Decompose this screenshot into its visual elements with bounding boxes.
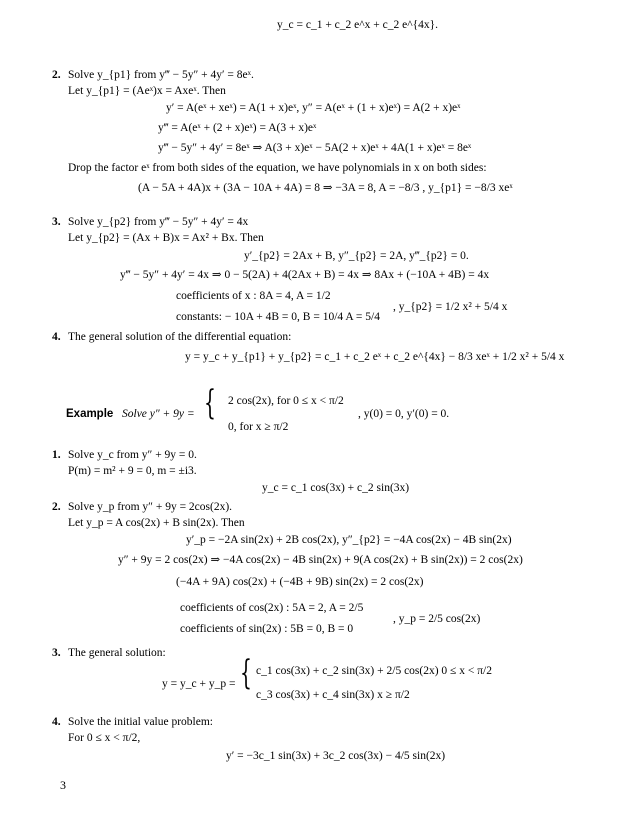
initial-conditions: , y(0) = 0, y′(0) = 0. — [358, 408, 450, 420]
equation: y″ + 9y = 2 cos(2x) ⇒ −4A cos(2x) − 4B sin(2x) + 9(A cos(2x) + B sin(2x)) = 2 cos(2x) — [118, 554, 523, 566]
equation: y′_p = −2A sin(2x) + 2B cos(2x), y″_{p2} = −4A cos(2x) − 4B sin(2x) — [186, 534, 512, 546]
step-number: 3. — [52, 647, 61, 659]
equation: y‴ = A(eˣ + (2 + x)eˣ) = A(3 + x)eˣ — [158, 122, 317, 134]
step-title: The general solution of the differential equation: — [68, 331, 292, 343]
step-number: 1. — [52, 449, 61, 461]
piecewise-case: c_3 cos(3x) + c_4 sin(3x) x ≥ π/2 — [256, 689, 410, 701]
equation: y_c = c_1 cos(3x) + c_2 sin(3x) — [262, 482, 410, 494]
equation: , y_p = 2/5 cos(2x) — [393, 613, 481, 625]
equation: y = y_c + y_{p1} + y_{p2} = c_1 + c_2 eˣ + c_2 e^{4x} − 8/3 xeˣ + 1/2 x² + 5/4 x — [185, 351, 565, 363]
example-prompt: Solve y″ + 9y = — [122, 408, 195, 420]
yc-definition: y_c = c_1 + c_2 e^x + c_2 e^{4x}. — [277, 19, 439, 31]
step-number: 4. — [52, 716, 61, 728]
left-brace: { — [204, 383, 216, 423]
step-text: Let y_{p1} = (Aeˣ)x = Axeˣ. Then — [68, 85, 226, 97]
equation: y‴ − 5y″ + 4y′ = 8eˣ ⇒ A(3 + x)eˣ − 5A(2 + x)eˣ + 4A(1 + x)eˣ = 8eˣ — [158, 142, 472, 154]
equation: y = y_c + y_p = — [162, 678, 236, 690]
step-number: 2. — [52, 69, 61, 81]
equation: (A − 5A + 4A)x + (3A − 10A + 4A) = 8 ⇒ −3A = 8, A = −8/3 , y_{p1} = −8/3 xeˣ — [138, 182, 513, 194]
step-text: For 0 ≤ x < π/2, — [68, 732, 141, 744]
equation: y′_{p2} = 2Ax + B, y″_{p2} = 2A, y‴_{p2} = 0. — [244, 250, 469, 262]
equation: coefficients of sin(2x) : 5B = 0, B = 0 — [180, 623, 354, 635]
equation: (−4A + 9A) cos(2x) + (−4B + 9B) sin(2x) = 2 cos(2x) — [176, 576, 424, 588]
step-title: Solve y_{p2} from y‴ − 5y″ + 4y′ = 4x — [68, 216, 249, 228]
step-title: Solve the initial value problem: — [68, 716, 213, 728]
equation: y′ = −3c_1 sin(3x) + 3c_2 cos(3x) − 4/5 sin(2x) — [226, 750, 446, 762]
equation: , y_{p2} = 1/2 x² + 5/4 x — [393, 301, 508, 313]
step-number: 4. — [52, 331, 61, 343]
step-text: Let y_p = A cos(2x) + B sin(2x). Then — [68, 517, 245, 529]
example-label: Example — [66, 408, 114, 420]
equation: y′ = A(eˣ + xeˣ) = A(1 + x)eˣ, y″ = A(eˣ + (1 + x)eˣ) = A(2 + x)eˣ — [166, 102, 461, 114]
step-title: Solve y_p from y″ + 9y = 2cos(2x). — [68, 501, 233, 513]
step-text: Let y_{p2} = (Ax + B)x = Ax² + Bx. Then — [68, 232, 264, 244]
piecewise-case: 2 cos(2x), for 0 ≤ x < π/2 — [228, 395, 344, 407]
equation: y‴ − 5y″ + 4y′ = 4x ⇒ 0 − 5(2A) + 4(2Ax + B) = 4x ⇒ 8Ax + (−10A + 4B) = 4x — [120, 269, 490, 281]
left-brace: { — [240, 653, 252, 693]
step-number: 3. — [52, 216, 61, 228]
page-number: 3 — [60, 778, 66, 792]
equation: coefficients of x : 8A = 4, A = 1/2 — [176, 290, 331, 302]
step-text: Drop the factor eˣ from both sides of the equation, we have polynomials in x on both sides: — [68, 162, 487, 174]
step-title: Solve y_c from y″ + 9y = 0. — [68, 449, 197, 461]
piecewise-case: 0, for x ≥ π/2 — [228, 421, 289, 433]
step-title: The general solution: — [68, 647, 166, 659]
step-text: P(m) = m² + 9 = 0, m = ±i3. — [68, 465, 197, 477]
step-number: 2. — [52, 501, 61, 513]
step-title: Solve y_{p1} from y‴ − 5y″ + 4y′ = 8eˣ. — [68, 69, 254, 81]
piecewise-case: c_1 cos(3x) + c_2 sin(3x) + 2/5 cos(2x) 0 ≤ x < π/2 — [256, 665, 492, 677]
equation: coefficients of cos(2x) : 5A = 2, A = 2/5 — [180, 602, 364, 614]
equation: constants: − 10A + 4B = 0, B = 10/4 A = 5/4 — [176, 311, 380, 323]
